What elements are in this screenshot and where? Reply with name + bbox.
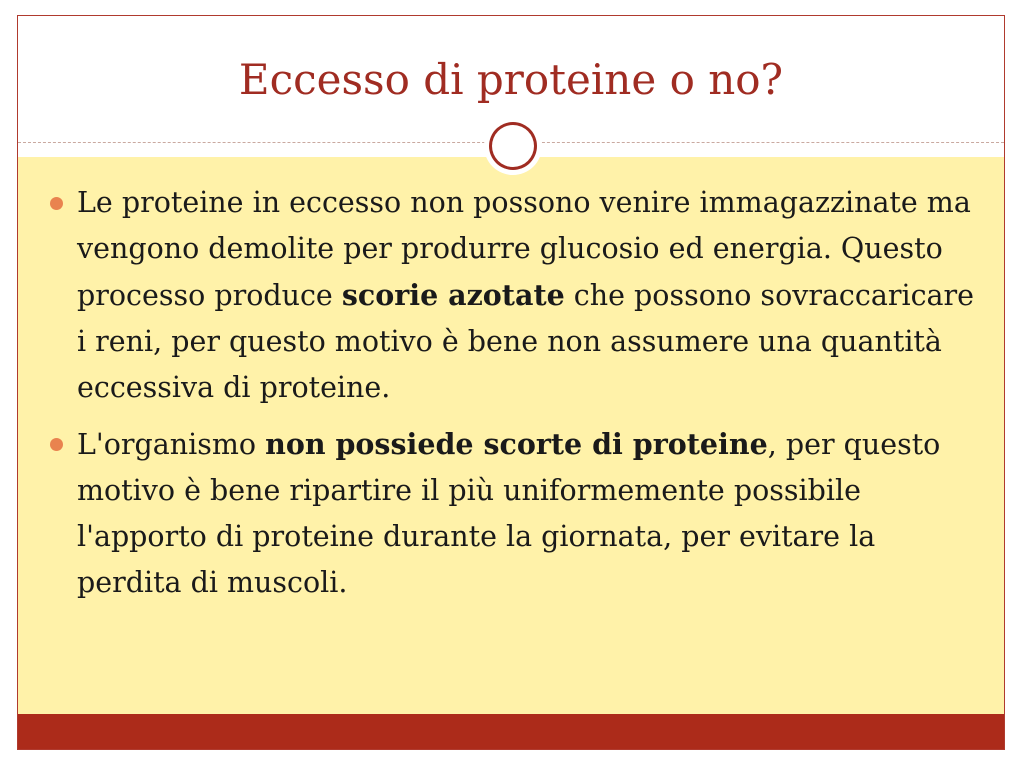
bullet-emphasis: non possiede scorte di proteine	[265, 427, 768, 461]
slide-title: Eccesso di proteine o no?	[238, 55, 784, 104]
bullet-text: L'organismo	[77, 428, 266, 461]
bullet-dot-icon	[50, 197, 63, 210]
bullet-item	[50, 421, 980, 606]
circle-ornament-icon	[484, 117, 542, 175]
circle-ornament-ring	[489, 122, 537, 170]
bullet-item	[50, 180, 980, 411]
bullet-dot-icon	[50, 438, 63, 451]
bullet-list	[50, 180, 980, 616]
bullet-emphasis: scorie azotate	[341, 278, 565, 312]
slide	[17, 15, 1005, 750]
bullet-text: Le proteine in eccesso non possono venire immagazzinate ma vengono demolite per produrre glucosio ed energia. Questo processo produce	[77, 186, 971, 312]
circle-ornament-center	[492, 125, 534, 167]
bullet-text: , per questo motivo è bene ripartire il più uniformemente possibile l'apporto di proteine durante la giornata, per evitare la perdita di muscoli.	[77, 428, 941, 599]
bottom-accent-bar	[18, 714, 1004, 749]
bullet-text: che possono sovraccaricare i reni, per questo motivo è bene non assumere una quantità eccessiva di proteine.	[77, 279, 975, 404]
